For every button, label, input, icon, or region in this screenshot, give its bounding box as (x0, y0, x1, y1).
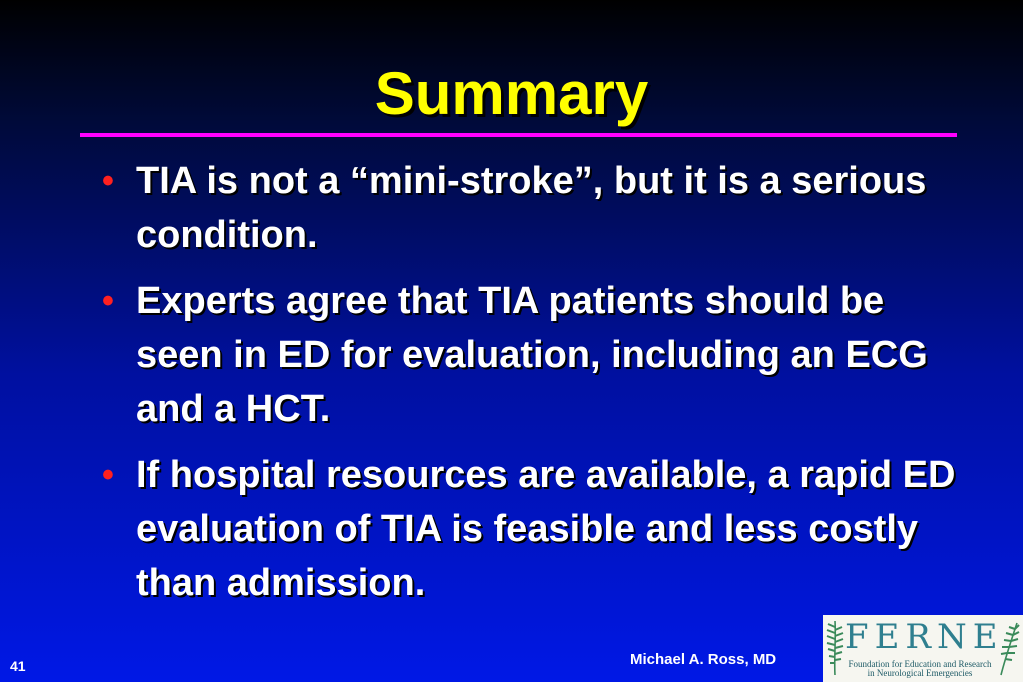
slide-number: 41 (10, 658, 26, 674)
bullet-marker: • (102, 456, 114, 494)
ferne-logo (823, 615, 1023, 682)
fern-leaf-icon (995, 619, 1021, 677)
bullet-marker: • (102, 162, 114, 200)
bullet-list (100, 154, 960, 622)
slide-title: Summary (374, 60, 649, 127)
bullet-item (100, 154, 960, 262)
bullet-item (100, 448, 960, 610)
bullet-text: If hospital resources are available, a rapid ED evaluation of TIA is feasible and less costly than admission. (136, 454, 956, 604)
logo-subtitle-line1: Foundation for Education and Research (848, 659, 992, 669)
fern-leaf-icon (825, 619, 845, 677)
logo-wordmark: FERNE (845, 617, 1004, 657)
title-divider (80, 133, 957, 137)
logo-subtitle-line2: in Neurological Emergencies (867, 668, 973, 678)
bullet-text: Experts agree that TIA patients should be seen in ED for evaluation, including an ECG and a HCT. (136, 280, 928, 430)
bullet-item (100, 274, 960, 436)
bullet-text: TIA is not a “mini-stroke”, but it is a serious condition. (136, 160, 927, 256)
bullet-marker: • (102, 282, 114, 320)
author-credit: Michael A. Ross, MD (630, 651, 777, 668)
